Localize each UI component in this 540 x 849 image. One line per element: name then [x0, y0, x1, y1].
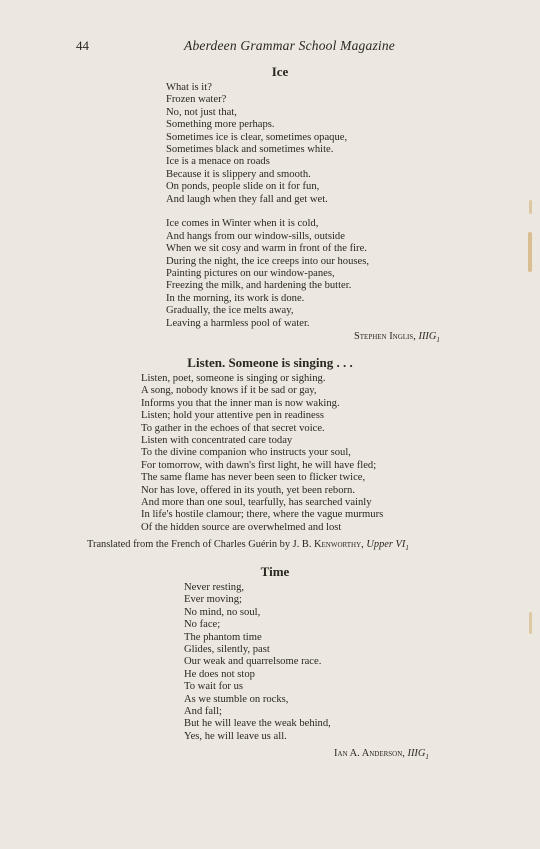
poem-title-listen: Listen. Someone is singing . . .	[187, 355, 353, 370]
poem-line: When we sit cosy and warm in front of the fire.	[166, 243, 367, 255]
poem-line: To gather in the echoes of that secret voice.	[141, 422, 325, 434]
poem-line: What is it?	[166, 82, 212, 93]
form-subscript: 1	[425, 753, 429, 762]
page-number: 44	[76, 38, 89, 53]
poem-line: Never resting,	[184, 582, 245, 593]
poem-line: Something more perhaps.	[166, 119, 275, 131]
binding-mark	[529, 612, 532, 634]
poem-ice-body	[166, 82, 369, 330]
form-label: Upper VI	[366, 539, 406, 550]
poem-line: The same flame has never been seen to flicker twice,	[141, 472, 366, 484]
poem-line: Sometimes ice is clear, sometimes opaque,	[166, 131, 348, 143]
form-label: IIIG	[418, 331, 437, 342]
stanza-gap	[166, 206, 369, 218]
poem-line: Of the hidden source are overwhelmed and lost	[141, 521, 342, 533]
poem-line: Nor has love, offered in its youth, yet been reborn.	[141, 484, 355, 496]
poem-title-ice: Ice	[271, 64, 289, 79]
poem-line: During the night, the ice creeps into our houses,	[166, 255, 369, 267]
poem-line: Ice is a menace on roads	[166, 156, 270, 168]
poem-time-body	[184, 582, 331, 743]
poem-line: Ever moving;	[184, 594, 242, 606]
poem-line: In life's hostile clamour; there, where the vague murmurs	[141, 509, 384, 521]
binding-mark	[529, 200, 532, 214]
poem-line: No, not just that,	[166, 106, 237, 118]
poem-listen-attribution	[87, 539, 409, 552]
poem-line: But he will leave the weak behind,	[184, 718, 331, 730]
poem-line: Sometimes black and sometimes white.	[166, 144, 334, 156]
poem-line: And fall;	[184, 706, 222, 718]
poem-line: And more than one soul, tearfully, has searched vainly	[141, 497, 372, 509]
poem-listen-body	[141, 373, 383, 534]
poem-line: Our weak and quarrelsome race.	[184, 656, 322, 668]
binding-mark	[528, 232, 532, 272]
translation-credit: Translated from the French of Charles Guérin by J. B.	[87, 539, 312, 550]
poem-line: Listen; hold your attentive pen in readiness	[141, 410, 324, 422]
poem-line: Leaving a harmless pool of water.	[166, 317, 310, 329]
poem-line: Informs you that the inner man is now waking.	[141, 397, 340, 409]
author-name: Kenworthy,	[314, 539, 364, 550]
author-name: Stephen Inglis,	[354, 331, 416, 342]
poem-line: Ice comes in Winter when it is cold,	[166, 218, 319, 230]
poem-line: And laugh when they fall and get wet.	[166, 193, 328, 205]
poem-line: No mind, no soul,	[184, 606, 261, 618]
poem-line: Frozen water?	[166, 94, 227, 106]
poem-line: Freezing the milk, and hardening the butter.	[166, 280, 352, 292]
poem-line: Glides, silently, past	[184, 644, 270, 656]
poem-line: The phantom time	[184, 631, 262, 643]
poem-line: To wait for us	[184, 681, 243, 693]
poem-line: As we stumble on rocks,	[184, 693, 289, 705]
page-header	[0, 38, 540, 56]
poem-line: Gradually, the ice melts away,	[166, 305, 294, 317]
poem-line: And hangs from our window-sills, outside	[166, 230, 345, 242]
poem-line: In the morning, its work is done.	[166, 292, 305, 304]
poem-line: On ponds, people slide on it for fun,	[166, 181, 320, 193]
poem-line: For tomorrow, with dawn's first light, he will have fled;	[141, 459, 377, 471]
form-label: IIIG	[407, 748, 426, 759]
poem-line: Painting pictures on our window-panes,	[166, 268, 335, 280]
poem-line: A song, nobody knows if it be sad or gay,	[141, 385, 317, 397]
poem-line: To the divine companion who instructs your soul,	[141, 447, 351, 459]
poem-time-attribution	[334, 748, 429, 761]
form-subscript: 1	[436, 336, 440, 345]
form-subscript: 1	[405, 544, 409, 553]
poem-line: Yes, he will leave us all.	[184, 730, 287, 742]
poem-line: No face;	[184, 619, 221, 631]
poem-line: He does not stop	[184, 668, 255, 680]
poem-line: Listen, poet, someone is singing or sighing.	[141, 373, 326, 384]
magazine-title: Aberdeen Grammar School Magazine	[184, 38, 395, 53]
poem-line: Because it is slippery and smooth.	[166, 168, 311, 180]
poem-title-time: Time	[260, 564, 290, 579]
poem-ice-attribution	[354, 331, 440, 344]
poem-line: Listen with concentrated care today	[141, 435, 293, 447]
author-name: Ian A. Anderson,	[334, 748, 405, 759]
